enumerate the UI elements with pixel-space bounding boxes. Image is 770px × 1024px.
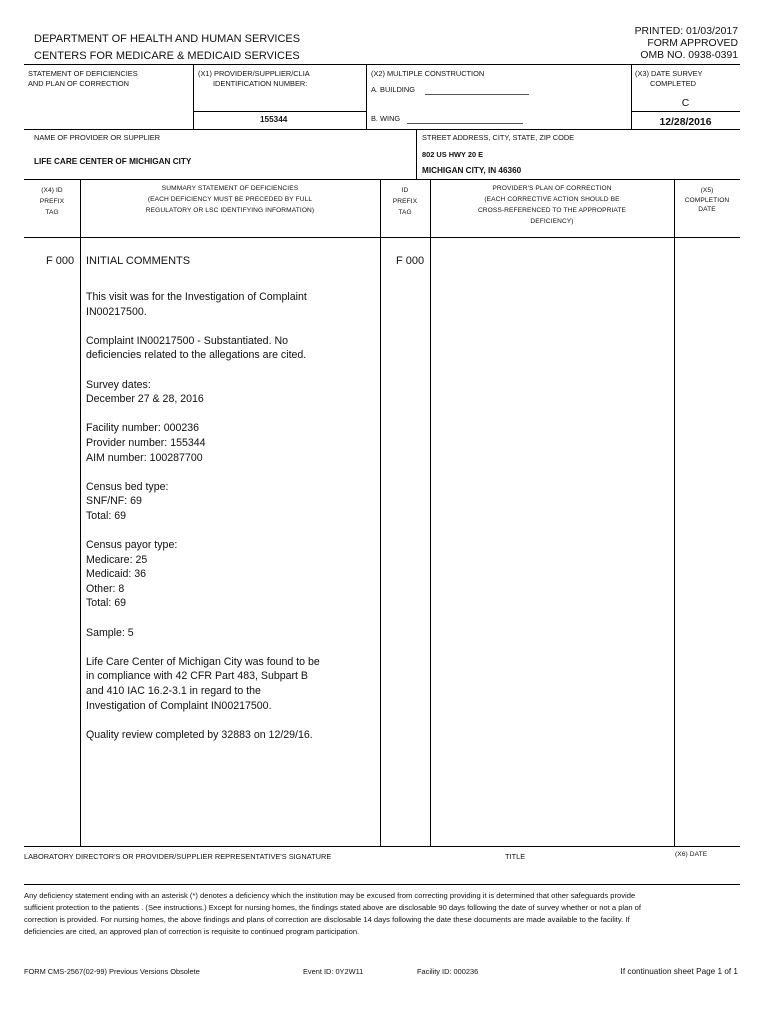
summary-header-2: (EACH DEFICIENCY MUST BE PRECEDED BY FULL <box>147 196 313 203</box>
rule-x3 <box>631 111 740 112</box>
form-number: FORM CMS-2567(02-99) Previous Versions Obsolete <box>24 967 200 976</box>
paragraph-sample: Sample: 5 <box>86 626 134 639</box>
omb-number: OMB NO. 0938-0391 <box>640 50 738 61</box>
plan-header-3: CROSS-REFERENCED TO THE APPROPRIATE <box>477 207 627 214</box>
statement-label: STATEMENT OF DEFICIENCIES <box>28 69 138 78</box>
x3-label: (X3) DATE SURVEY <box>635 69 703 78</box>
divider-col-id <box>430 179 431 846</box>
rule-provider-bottom <box>24 179 740 180</box>
x5-header: (X5) <box>700 187 714 194</box>
entry-body <box>86 290 386 757</box>
department-title: DEPARTMENT OF HEALTH AND HUMAN SERVICES <box>34 33 301 45</box>
summary-header-3: REGULATORY OR LSC IDENTIFYING INFORMATION) <box>145 207 315 214</box>
x4-header: (X4) ID <box>41 187 63 194</box>
entry-title: INITIAL COMMENTS <box>86 255 191 267</box>
x5-header-2: COMPLETION <box>684 197 730 204</box>
facility-id: Facility ID: 000236 <box>417 967 479 976</box>
address-label: STREET ADDRESS, CITY, STATE, ZIP CODE <box>422 133 575 142</box>
id-header-3: TAG <box>398 209 412 216</box>
x2-label: (X2) MULTIPLE CONSTRUCTION <box>371 69 485 78</box>
deficiency-footnote: Any deficiency statement ending with an asterisk (*) denotes a deficiency which the institution may be excused from correcting providing it is determined that other safeguards provide sufficient protection to the patients . (See instructions.) Except for nursing homes, the findings stated above are disclosable 90 days following the date of survey whether or not a plan of correction is provided. For nursing homes, the above findings and plans of correction are disclosable 14 days following the date these documents are made available to the facility. If deficiencies are cited, an approved plan of correction is requisite to continued program participation. <box>24 891 641 937</box>
paragraph-complaint: Complaint IN00217500 - Substantiated. No deficiencies related to the allegations are cited. <box>86 334 307 362</box>
id-header-2: PREFIX <box>392 198 418 205</box>
paragraph-census-bed: Census bed type: SNF/NF: 69 Total: 69 <box>86 480 169 522</box>
rule-signature-bottom <box>24 884 740 885</box>
street-address: 802 US HWY 20 E <box>422 150 484 159</box>
city-state-zip: MICHIGAN CITY, IN 46360 <box>422 166 522 175</box>
continuation-page: If continuation sheet Page 1 of 1 <box>620 967 738 976</box>
paragraph-visit: This visit was for the Investigation of Complaint IN00217500. <box>86 291 307 318</box>
x3-code: C <box>681 98 690 109</box>
plan-header: PROVIDER'S PLAN OF CORRECTION <box>492 185 612 192</box>
x2-wing-label: B. WING <box>371 114 401 123</box>
divider-provider <box>416 129 417 179</box>
paragraph-census-payor: Census payor type: Medicare: 25 Medicaid: 36 Other: 8 Total: 69 <box>86 539 178 610</box>
entry-tag: F 000 <box>46 255 75 267</box>
rule-top <box>24 64 740 65</box>
x5-header-3: DATE <box>698 206 716 213</box>
paragraph-survey-dates: Survey dates: December 27 & 28, 2016 <box>86 378 204 406</box>
plan-header-4: DEFICIENCY) <box>530 218 574 225</box>
rule-top-box-bottom <box>24 129 740 130</box>
x3-label-2: COMPLETED <box>650 79 696 88</box>
summary-header: SUMMARY STATEMENT OF DEFICIENCIES <box>161 185 299 192</box>
x1-label: (X1) PROVIDER/SUPPLIER/CLIA <box>198 69 310 78</box>
printed-date: PRINTED: 01/03/2017 <box>634 26 738 37</box>
provider-id: 155344 <box>260 115 288 124</box>
paragraph-facility-numbers: Facility number: 000236 Provider number: 155344 AIM number: 100287700 <box>86 422 206 464</box>
form-approved: FORM APPROVED <box>647 38 738 49</box>
x1-label-2: IDENTIFICATION NUMBER: <box>213 79 308 88</box>
title-label: TITLE <box>505 852 526 861</box>
wing-underline <box>407 123 523 124</box>
statement-label-2: AND PLAN OF CORRECTION <box>28 79 130 88</box>
entry-right-tag: F 000 <box>396 255 425 267</box>
signature-label: LABORATORY DIRECTOR'S OR PROVIDER/SUPPLIER REPRESENTATIVE'S SIGNATURE <box>24 852 332 861</box>
x2-building-label: A. BUILDING <box>371 85 415 94</box>
divider-x1 <box>193 64 194 129</box>
id-header: ID <box>401 187 409 194</box>
event-id: Event ID: 0Y2W11 <box>303 967 364 976</box>
x6-date-label: (X6) DATE <box>675 851 708 858</box>
paragraph-quality-review: Quality review completed by 32883 on 12/29/16. <box>86 728 313 741</box>
building-underline <box>425 94 529 95</box>
centers-title: CENTERS FOR MEDICARE & MEDICAID SERVICES <box>34 50 300 62</box>
x4-header-3: TAG <box>45 209 59 216</box>
x4-header-2: PREFIX <box>39 198 65 205</box>
divider-x2 <box>366 64 367 129</box>
provider-name: LIFE CARE CENTER OF MICHIGAN CITY <box>34 157 192 166</box>
divider-col-plan <box>674 179 675 846</box>
provider-name-label: NAME OF PROVIDER OR SUPPLIER <box>34 133 161 142</box>
plan-header-2: (EACH CORRECTIVE ACTION SHOULD BE <box>484 196 620 203</box>
survey-date: 12/28/2016 <box>659 117 712 128</box>
paragraph-compliance: Life Care Center of Michigan City was found to be in compliance with 42 CFR Part 483, Subpart B and 410 IAC 16.2-3.1 in regard to the Investigation of Complaint IN00217500. <box>86 655 320 712</box>
divider-col-tag <box>80 179 81 846</box>
rule-body-bottom <box>24 846 740 847</box>
rule-x1 <box>193 111 366 112</box>
rule-column-header-bottom <box>24 237 740 238</box>
